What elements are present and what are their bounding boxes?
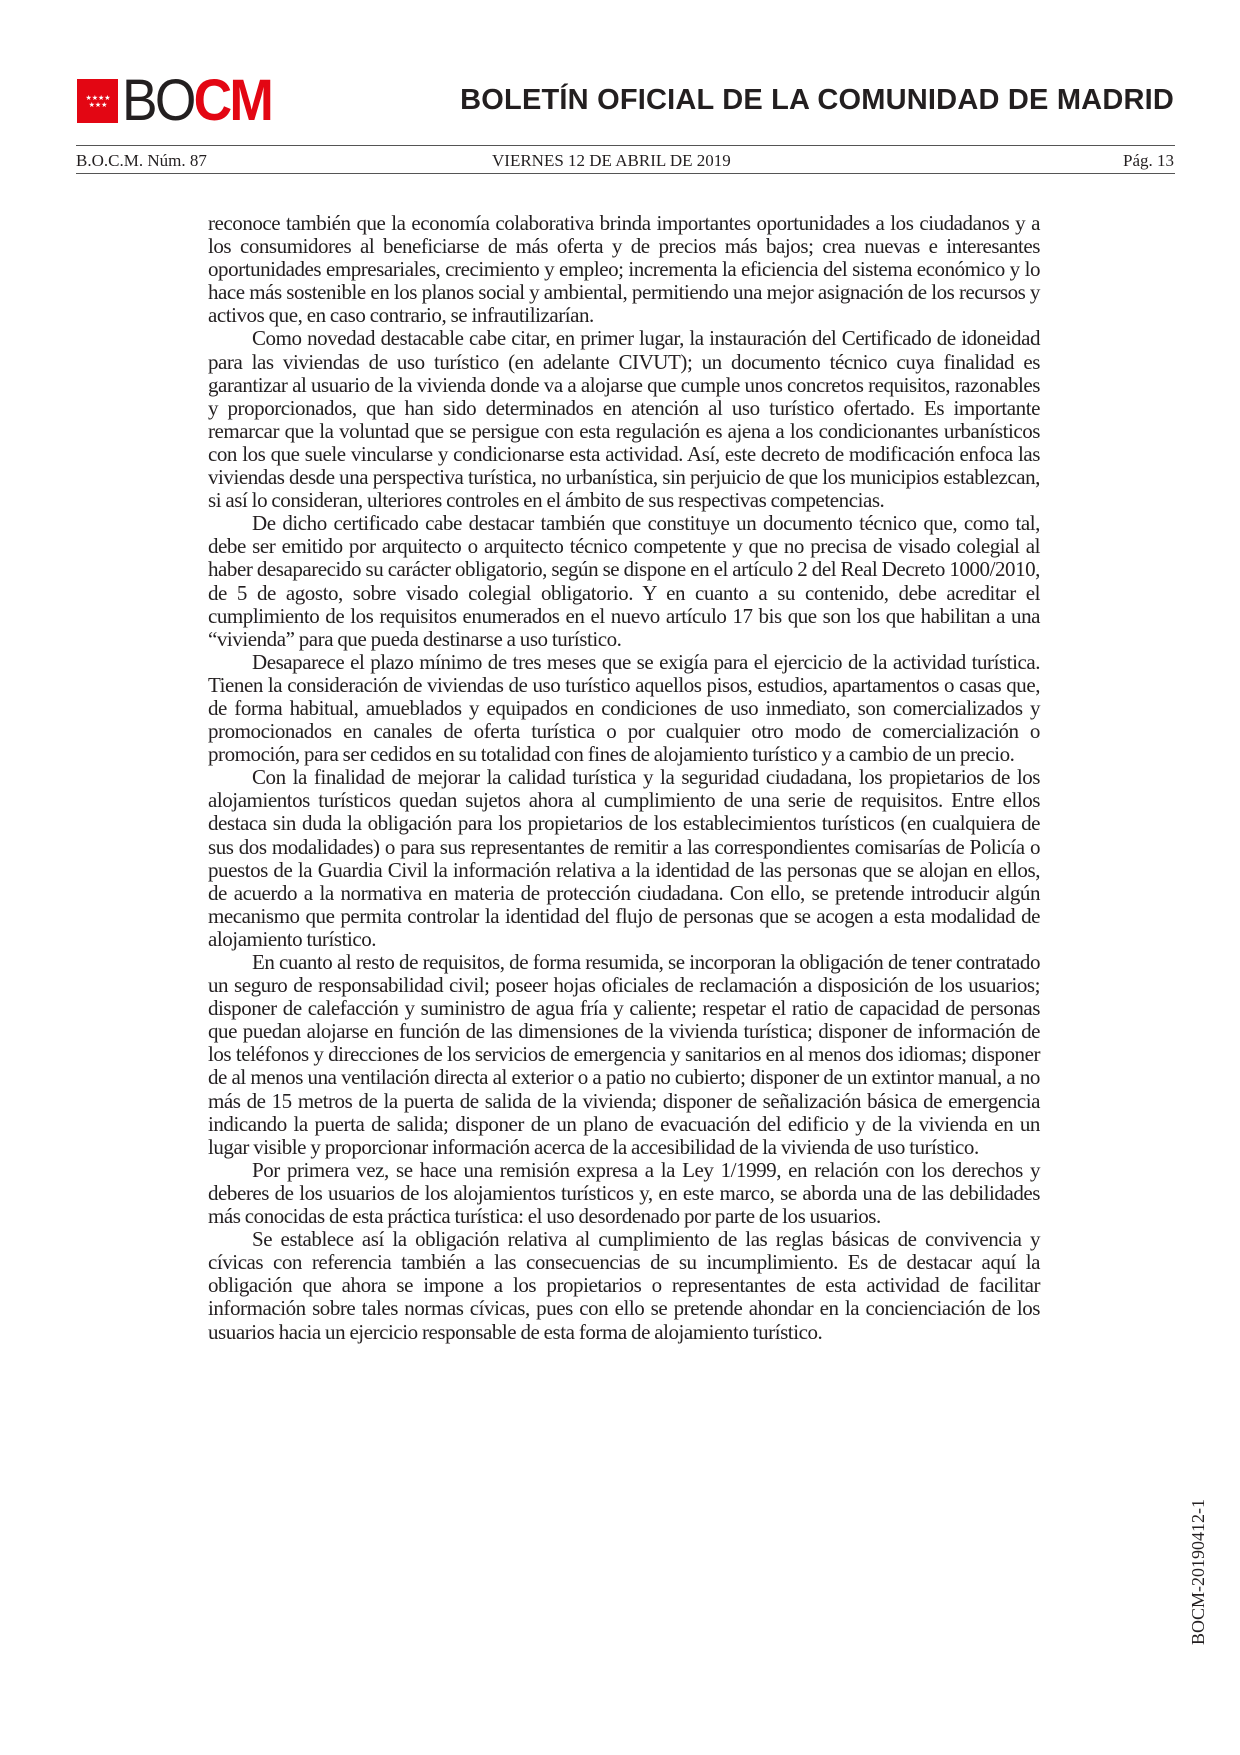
paragraph: Con la finalidad de mejorar la calidad turística y la seguridad ciudadana, los propietarios de los alojamientos turísticos quedan sujetos ahora al cumplimiento de una serie de requisitos. Entre ellos destaca sin duda la obligación para los propietarios de los establecimientos turísticos (en cualquiera de sus dos modalidades) o para sus representantes de remitir a las correspondientes comisarías de Policía o puestos de la Guardia Civil la información relativa a la identidad de las personas que se alojan en ellos, de acuerdo a la normativa en materia de protección ciudadana. Con ello, se pretende introducir algún mecanismo que permita controlar la identidad del flujo de personas que se acogen a esta modalidad de alojamiento turístico.	[208, 765, 1040, 951]
paragraph: Como novedad destacable cabe citar, en primer lugar, la instauración del Certificado de idoneidad para las viviendas de uso turístico (en adelante CIVUT); un documento técnico cuya finalidad es garantizar al usuario de la vivienda donde va a alojarse que cumple unos concretos requisitos, razonables y proporcionados, que han sido determinados en atención al uso turístico ofertado. Es importante remarcar que la voluntad que se persigue con esta regulación es ajena a los condicionantes urbanísticos con los que suele vincularse y condicionarse esta actividad. Así, este decreto de modificación enfoca las viviendas desde una perspectiva turística, no urbanística, sin perjuicio de que los municipios establezcan, si así lo consideran, ulteriores controles en el ámbito de sus respectivas competencias.	[208, 326, 1040, 513]
flag-stars: ★★★★ ★★★	[85, 94, 111, 109]
paragraph: En cuanto al resto de requisitos, de forma resumida, se incorporan la obligación de tener contratado un seguro de responsabilidad civil; poseer hojas oficiales de reclamación a disposición de los usuarios; disponer de calefacción y suministro de agua fría y caliente; respetar el ratio de capacidad de personas que puedan alojarse en función de las dimensiones de la vivienda turística; disponer de información de los teléfonos y direcciones de los servicios de emergencia y sanitarios en al menos dos idiomas; disponer de al menos una ventilación directa al exterior o a patio no cubierto; disponer de un extintor manual, a no más de 15 metros de la puerta de salida de la vivienda; disponer de señalización básica de emergencia indicando la puerta de salida; disponer de un plano de evacuación del edificio y de la vivienda en un lugar visible y proporcionar información acerca de la accesibilidad de la vivienda de uso turístico.	[208, 950, 1040, 1159]
madrid-flag-icon	[77, 79, 118, 123]
page-number: Pág. 13	[1123, 151, 1174, 170]
paragraph: reconoce también que la economía colaborativa brinda importantes oportunidades a los ciudadanos y a los consumidores al beneficiarse de más oferta y de precios más bajos; crea nuevas e interesantes oportunidades empresariales, crecimiento y empleo; incrementa la eficiencia del sistema económico y lo hace más sostenible en los planos social y ambiental, permitiendo una mejor asignación de los recursos y activos que, en caso contrario, se infrautilizarían.	[208, 211, 1040, 328]
publication-title: BOLETÍN OFICIAL DE LA COMUNIDAD DE MADRID	[460, 84, 1174, 116]
issue-date: VIERNES 12 DE ABRIL DE 2019	[492, 151, 731, 170]
paragraph: Desaparece el plazo mínimo de tres meses que se exigía para el ejercicio de la actividad turística. Tienen la consideración de viviendas de uso turístico aquellos pisos, estudios, apartamentos o casas que, de forma habitual, amueblados y equipados en condiciones de uso inmediato, son comercializados y promocionados en canales de oferta turística o por cualquier otro modo de comercialización o promoción, para ser cedidos en su totalidad con fines de alojamiento turístico y a cambio de un precio.	[208, 649, 1040, 767]
header-rule-bottom	[76, 173, 1175, 174]
paragraph: De dicho certificado cabe destacar también que constituye un documento técnico que, como tal, debe ser emitido por arquitecto o arquitecto técnico competente y que no precisa de visado colegial al haber desaparecido su carácter obligatorio, según se dispone en el artículo 2 del Real Decreto 1000/2010, de 5 de agosto, sobre visado colegial obligatorio. Y en cuanto a su contenido, debe acreditar el cumplimiento de los requisitos enumerados en el nuevo artículo 17 bis que son los que habilitan a una “vivienda” para que pueda destinarse a uso turístico.	[208, 511, 1040, 651]
logo-wordmark: BOCM	[122, 68, 272, 133]
bocm-logo	[77, 68, 284, 133]
paragraph: Se establece así la obligación relativa al cumplimiento de las reglas básicas de convivencia y cívicas con referencia también a las consecuencias de su incumplimiento. Es de destacar aquí la obligación que ahora se impone a los propietarios o representantes de esta actividad de facilitar información sobre tales normas cívicas, pues con ello se pretende ahondar en la concienciación de los usuarios hacia un ejercicio responsable de esta forma de alojamiento turístico.	[208, 1227, 1040, 1344]
issue-number: B.O.C.M. Núm. 87	[76, 151, 207, 170]
document-code: BOCM-20190412-1	[1188, 1498, 1208, 1645]
paragraph: Por primera vez, se hace una remisión expresa a la Ley 1/1999, en relación con los derechos y deberes de los usuarios de los alojamientos turísticos y, en este marco, se aborda una de las debilidades más conocidas de esta práctica turística: el uso desordenado por parte de los usuarios.	[208, 1157, 1040, 1229]
document-body	[208, 212, 1040, 1344]
header-rule-top	[76, 145, 1175, 146]
